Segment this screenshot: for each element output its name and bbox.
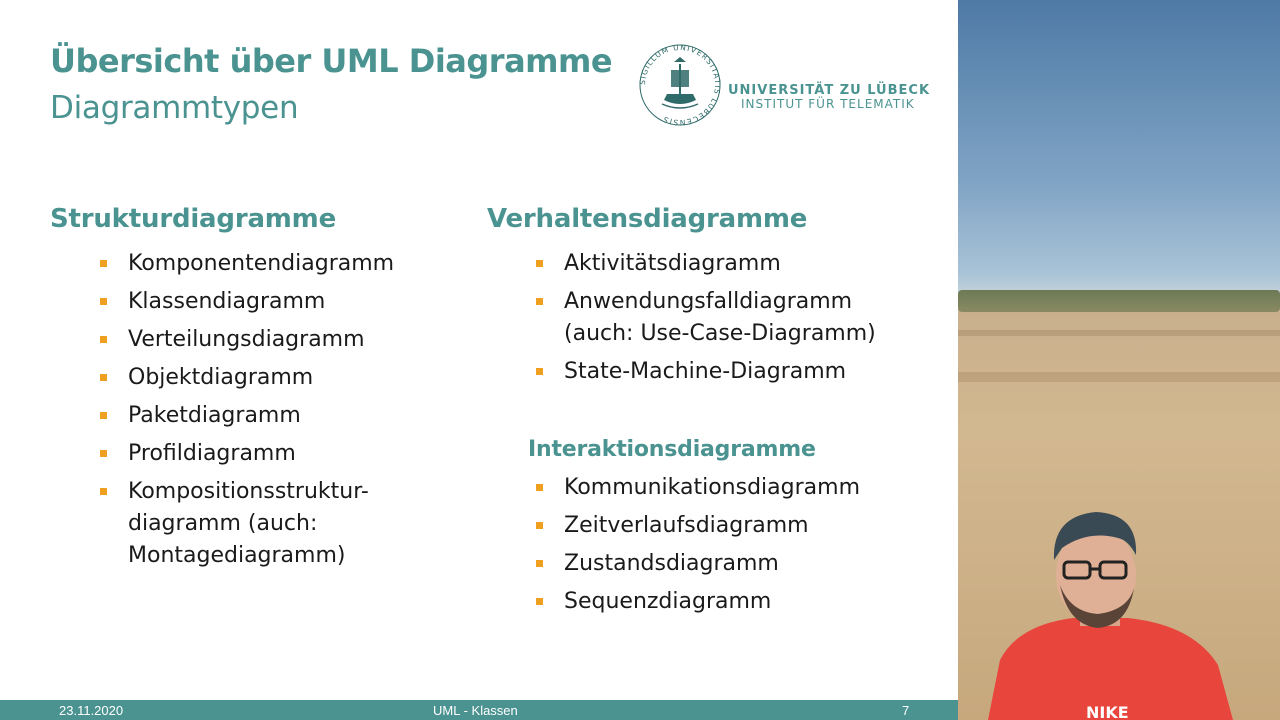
list-item: Profildiagramm	[128, 438, 394, 470]
list-item: Sequenzdiagramm	[564, 586, 860, 618]
webcam-feed	[958, 0, 1280, 720]
list-item: Kompositionsstruktur- diagramm (auch: Montagediagramm)	[128, 476, 394, 572]
list-item: Zustandsdiagramm	[564, 548, 860, 580]
university-seal-icon	[638, 42, 722, 128]
bullet-square-icon	[536, 598, 543, 605]
list-item: Verteilungsdiagramm	[128, 324, 394, 356]
list-verhaltensdiagramme	[564, 248, 876, 394]
background-treeline	[958, 290, 1280, 312]
seal-text: SIGILLUM UNIVERSITATIS LUBECENSIS	[638, 42, 722, 128]
bullet-square-icon	[536, 368, 543, 375]
bullet-square-icon	[536, 298, 543, 305]
bullet-square-icon	[536, 260, 543, 267]
list-item: Anwendungsfalldiagramm (auch: Use-Case-Diagramm)	[564, 286, 876, 350]
slide-subtitle: Diagrammtypen	[50, 90, 299, 126]
background-ground	[958, 330, 1280, 336]
bullet-square-icon	[100, 450, 107, 457]
list-item: Objektdiagramm	[128, 362, 394, 394]
list-item: Komponentendiagramm	[128, 248, 394, 280]
footer-topic: UML - Klassen	[433, 703, 518, 718]
bullet-square-icon	[100, 260, 107, 267]
heading-verhaltensdiagramme: Verhaltensdiagramme	[487, 204, 808, 234]
list-item: Aktivitätsdiagramm	[564, 248, 876, 280]
list-interaktionsdiagramme	[564, 472, 860, 624]
logo-institute-name: INSTITUT FÜR TELEMATIK	[741, 97, 915, 111]
list-item: Kommunikationsdiagramm	[564, 472, 860, 504]
heading-strukturdiagramme: Strukturdiagramme	[50, 204, 337, 234]
bullet-square-icon	[100, 488, 107, 495]
list-item: Zeitverlaufsdiagramm	[564, 510, 860, 542]
background-ground	[958, 372, 1280, 382]
presenter-avatar	[978, 500, 1238, 720]
bullet-square-icon	[536, 484, 543, 491]
logo-university-name: UNIVERSITÄT ZU LÜBECK	[728, 83, 931, 98]
bullet-square-icon	[536, 522, 543, 529]
slide-title: Übersicht über UML Diagramme	[50, 42, 613, 80]
slide-footer	[0, 700, 958, 720]
heading-interaktionsdiagramme: Interaktionsdiagramme	[528, 437, 816, 462]
footer-page-number: 7	[902, 703, 910, 718]
list-item: Paketdiagramm	[128, 400, 394, 432]
bullet-square-icon	[536, 560, 543, 567]
list-item: State-Machine-Diagramm	[564, 356, 876, 388]
bullet-square-icon	[100, 412, 107, 419]
list-strukturdiagramme	[128, 248, 394, 578]
footer-date: 23.11.2020	[59, 703, 124, 718]
bullet-square-icon	[100, 336, 107, 343]
shirt-logo-text: NIKE	[1086, 703, 1129, 720]
bullet-square-icon	[100, 374, 107, 381]
list-item: Klassendiagramm	[128, 286, 394, 318]
university-logo	[638, 42, 931, 132]
bullet-square-icon	[100, 298, 107, 305]
